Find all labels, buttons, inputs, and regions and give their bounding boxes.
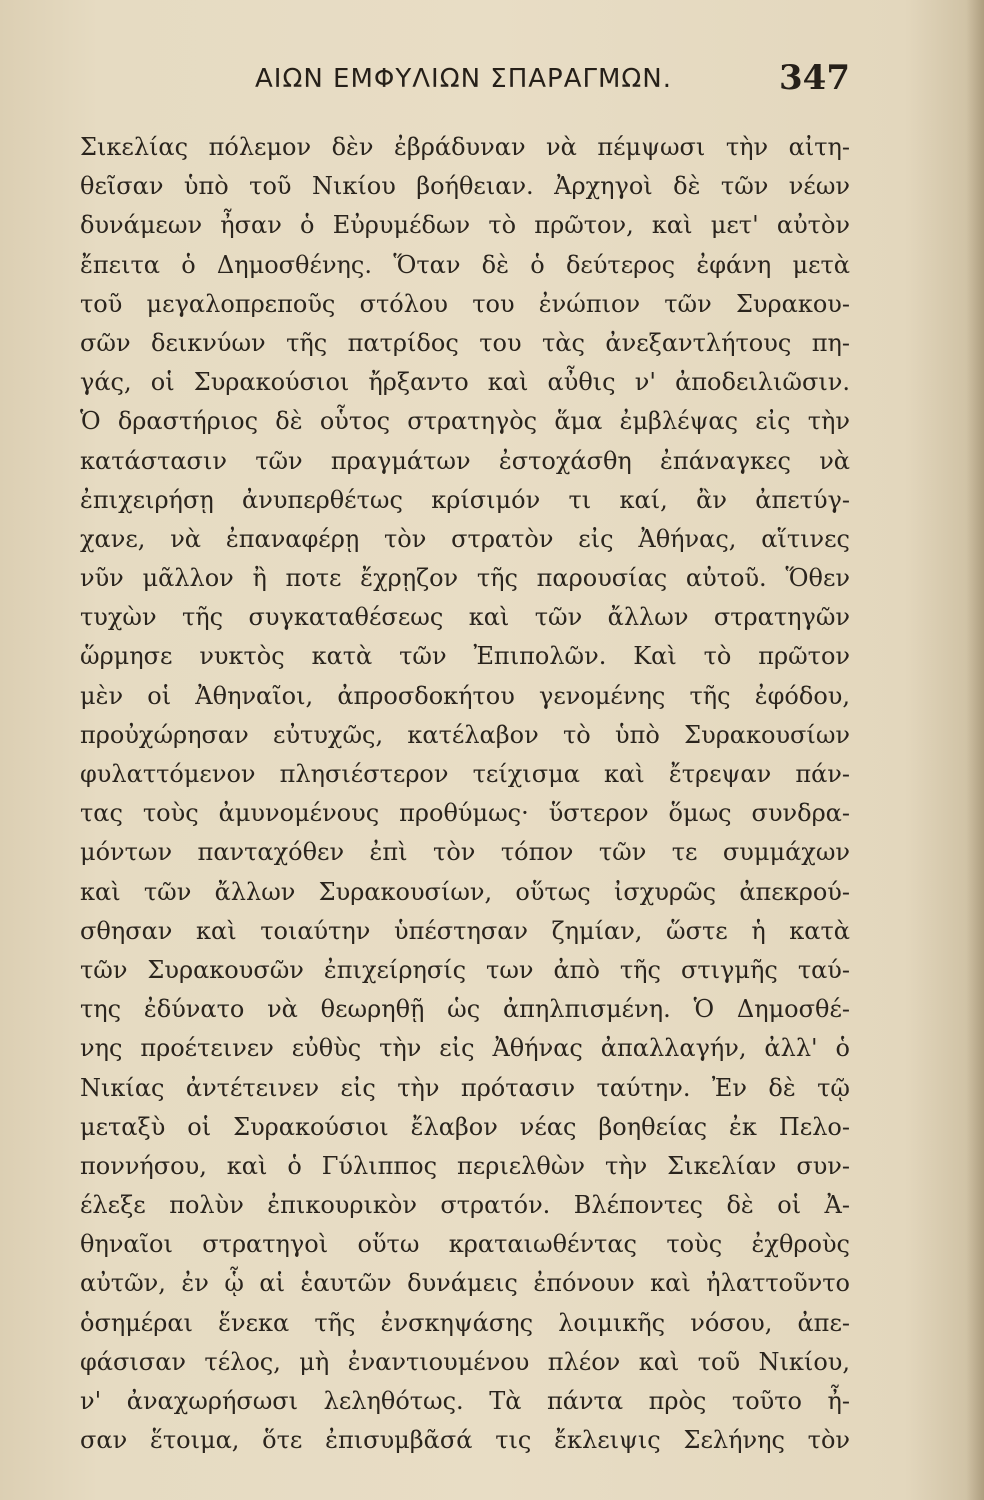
page-header bbox=[80, 58, 850, 118]
text-line: δυνάμεων ἦσαν ὁ Εὐρυμέδων τὸ πρῶτον, καὶ μετ' αὐτὸν bbox=[80, 211, 850, 240]
text-line: μὲν οἱ Ἀθηναῖοι, ἀπροσδοκήτου γενομένης τῆς ἐφόδου, bbox=[80, 681, 850, 710]
text-line: φάσισαν τέλος, μὴ ἐναντιουμένου πλέον καὶ τοῦ Νικίου, bbox=[80, 1347, 850, 1376]
text-line: νης προέτεινεν εὐθὺς τὴν εἰς Ἀθήνας ἀπαλλαγήν, ἀλλ' ὁ bbox=[80, 1034, 850, 1063]
text-line: χανε, νὰ ἐπαναφέρῃ τὸν στρατὸν εἰς Ἀθήνας, αἵτινες bbox=[80, 524, 850, 553]
text-line: ἐπιχειρήσῃ ἀνυπερθέτως κρίσιμόν τι καί, ἂν ἀπετύγ- bbox=[80, 485, 850, 514]
text-line: αὐτῶν, ἐν ᾧ αἱ ἑαυτῶν δυνάμεις ἐπόνουν καὶ ἠλαττοῦντο bbox=[80, 1269, 850, 1298]
text-line: καὶ τῶν ἄλλων Συρακουσίων, οὕτως ἰσχυρῶς ἀπεκρού- bbox=[80, 877, 850, 906]
text-line: φυλαττόμενον πλησιέστερον τείχισμα καὶ ἔτρεψαν πάν- bbox=[80, 760, 850, 788]
text-line: ποννήσου, καὶ ὁ Γύλιππος περιελθὼν τὴν Σικελίαν συν- bbox=[80, 1151, 850, 1180]
text-line: Σικελίας πόλεμον δὲν ἐβράδυναν νὰ πέμψωσι τὴν αἰτη- bbox=[80, 133, 850, 161]
text-line: γάς, οἱ Συρακούσιοι ἤρξαντο καὶ αὖθις ν' ἀποδειλιῶσιν. bbox=[80, 368, 850, 397]
text-line: τοῦ μεγαλοπρεποῦς στόλου του ἐνώπιον τῶν Συρακου- bbox=[80, 289, 850, 318]
text-line: ὁσημέραι ἕνεκα τῆς ἐνσκηψάσης λοιμικῆς νόσου, ἀπε- bbox=[80, 1308, 850, 1337]
text-line: μόντων πανταχόθεν ἐπὶ τὸν τόπον τῶν τε συμμάχων bbox=[80, 838, 850, 867]
text-line: ὥρμησε νυκτὸς κατὰ τῶν Ἐπιπολῶν. Καὶ τὸ πρῶτον bbox=[80, 642, 850, 671]
text-line: κατάστασιν τῶν πραγμάτων ἐστοχάσθη ἐπάναγκες νὰ bbox=[80, 446, 850, 475]
text-line: θηναῖοι στρατηγοὶ οὕτω κραταιωθέντας τοὺς ἐχθροὺς bbox=[80, 1230, 850, 1259]
text-line: σῶν δεικνύων τῆς πατρίδος του τὰς ἀνεξαντλήτους πη- bbox=[80, 328, 850, 357]
text-line: ἔπειτα ὁ Δημοσθένης. Ὅταν δὲ ὁ δεύτερος ἐφάνη μετὰ bbox=[80, 250, 850, 279]
text-line: Ὁ δραστήριος δὲ οὗτος στρατηγὸς ἅμα ἐμβλέψας εἰς τὴν bbox=[80, 407, 850, 436]
text-line: τυχὼν τῆς συγκαταθέσεως καὶ τῶν ἄλλων στρατηγῶν bbox=[80, 603, 850, 632]
text-line: τας τοὺς ἀμυνομένους προθύμως· ὕστερον ὅμως συνδρα- bbox=[80, 799, 850, 828]
body-text bbox=[80, 128, 850, 1460]
text-line: ν' ἀναχωρήσωσι λεληθότως. Τὰ πάντα πρὸς τοῦτο ἦ- bbox=[80, 1387, 850, 1415]
running-title: ΑΙΩΝ ΕΜΦΥΛΙΩΝ ΣΠΑΡΑΓΜΩΝ. bbox=[255, 64, 673, 94]
text-line: της ἐδύνατο νὰ θεωρηθῇ ὡς ἀπηλπισμένη. Ὁ Δημοσθέ- bbox=[80, 995, 850, 1024]
text-line: τῶν Συρακουσῶν ἐπιχείρησίς των ἀπὸ τῆς στιγμῆς ταύ- bbox=[80, 955, 850, 984]
text-line: σθησαν καὶ τοιαύτην ὑπέστησαν ζημίαν, ὥστε ἡ κατὰ bbox=[80, 916, 850, 945]
text-line: Νικίας ἀντέτεινεν εἰς τὴν πρότασιν ταύτην. Ἐν δὲ τῷ bbox=[80, 1073, 850, 1102]
text-line: σαν ἕτοιμα, ὅτε ἐπισυμβᾶσά τις ἔκλειψις Σελήνης τὸν bbox=[80, 1426, 850, 1455]
text-line: έλεξε πολὺν ἐπικουρικὸν στρατόν. Βλέποντες δὲ οἱ Ἀ- bbox=[80, 1191, 850, 1220]
text-line: προὐχώρησαν εὐτυχῶς, κατέλαβον τὸ ὑπὸ Συρακουσίων bbox=[80, 720, 850, 749]
text-line: μεταξὺ οἱ Συρακούσιοι ἔλαβον νέας βοηθείας ἐκ Πελο- bbox=[80, 1112, 850, 1141]
text-line: νῦν μᾶλλον ἢ ποτε ἔχρῃζον τῆς παρουσίας αὐτοῦ. Ὅθεν bbox=[80, 564, 850, 593]
page-number: 347 bbox=[779, 58, 850, 98]
text-line: θεῖσαν ὑπὸ τοῦ Νικίου βοήθειαν. Ἀρχηγοὶ δὲ τῶν νέων bbox=[80, 172, 850, 201]
page-edge-shadow bbox=[966, 0, 984, 1500]
